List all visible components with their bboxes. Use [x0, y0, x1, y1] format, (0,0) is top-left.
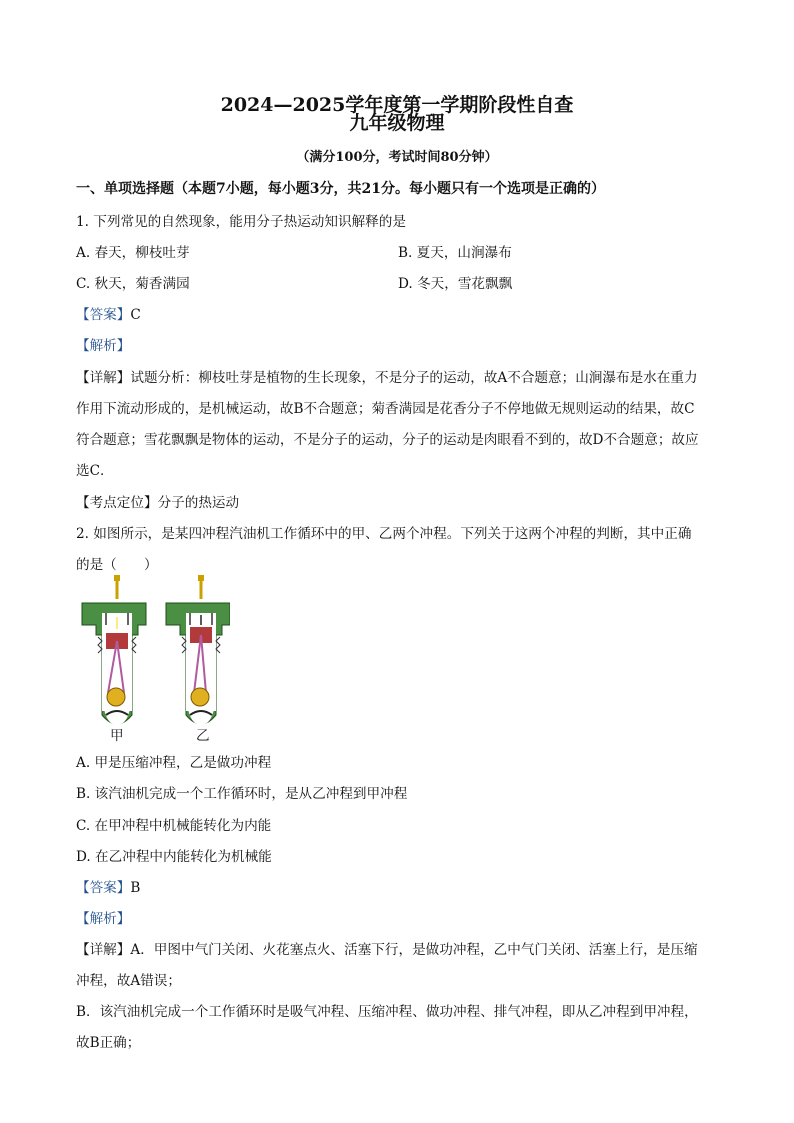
crank — [191, 688, 209, 706]
valve-spring-left — [98, 637, 102, 653]
q1-detail-text-1: 试题分析：柳枝吐芽是植物的生长现象，不是分子的运动，故A不合题意；山涧瀑布是水在重力 — [130, 370, 698, 386]
q2-option-d: D. 在乙冲程中内能转化为机械能 — [76, 849, 272, 865]
q1-kaodian-row — [76, 491, 239, 511]
q1-detail-tag: 【详解】 — [76, 370, 131, 386]
q2-option-b: B. 该汽油机完成一个工作循环时，是从乙冲程到甲冲程 — [76, 786, 408, 802]
q1-option-a: A. 春天，柳枝吐芽 — [76, 245, 190, 261]
q1-answer-tag: 【答案】 — [76, 307, 131, 323]
engine-strokes-figure — [70, 575, 230, 740]
q2-detail-line-2: 冲程，故A错误； — [76, 973, 181, 989]
spark-plug-top — [114, 575, 120, 581]
q2-option-c: C. 在甲冲程中机械能转化为内能 — [76, 818, 272, 834]
q1-detail-line-2: 作用下流动形成的，是机械运动，故B不合题意；菊香满园是花香分子不停地做无规则运动的结果，故C — [76, 401, 695, 417]
q2-detail-text-1: A．甲图中气门关闭、火花塞点火、活塞下行，是做功冲程，乙中气门关闭、活塞上行，是压缩 — [130, 942, 698, 958]
spark-plug — [116, 581, 119, 599]
valve-spring-right — [216, 637, 220, 653]
exam-title: 2024—2025学年度第一学期阶段性自查 — [220, 94, 574, 116]
crank — [107, 688, 125, 706]
q2-detail-line-4: 故B正确； — [76, 1035, 141, 1051]
q2-stem-line-1: 2. 如图所示，是某四冲程汽油机工作循环中的甲、乙两个冲程。下列关于这两个冲程的判断，其中正确 — [76, 526, 692, 542]
q1-option-c: C. 秋天，菊香满园 — [76, 276, 190, 292]
exam-note: （满分100分，考试时间80分钟） — [296, 150, 498, 165]
q2-answer: B — [130, 880, 141, 896]
spark-plug-top — [198, 575, 204, 581]
q2-detail-line-1 — [76, 938, 698, 958]
valve-spring-right — [132, 637, 136, 653]
figure-label-jia: 甲 — [110, 728, 124, 744]
q1-detail-line-4: 选C． — [76, 463, 114, 479]
q1-answer: C — [130, 307, 141, 323]
q1-answer-row — [76, 303, 141, 323]
engine-jia — [82, 575, 146, 725]
q1-stem: 1. 下列常见的自然现象，能用分子热运动知识解释的是 — [76, 214, 406, 230]
q1-detail-line-3: 符合题意；雪花飘飘是物体的运动，不是分子的运动，分子的运动是肉眼看不到的，故D不合题意；故应 — [76, 432, 699, 448]
q2-analysis-tag: 【解析】 — [76, 911, 131, 927]
q1-kaodian-tag: 【考点定位】 — [76, 495, 158, 511]
q1-detail-line-1 — [76, 366, 698, 386]
q2-answer-tag: 【答案】 — [76, 880, 131, 896]
q2-detail-tag: 【详解】 — [76, 942, 131, 958]
figure-label-yi: 乙 — [196, 728, 210, 744]
valve-spring-left — [182, 637, 186, 653]
q2-stem-line-2: 的是（ ） — [76, 557, 158, 573]
q2-detail-line-3: B．该汽油机完成一个工作循环时是吸气冲程、压缩冲程、做功冲程、排气冲程，即从乙冲程到甲冲程， — [76, 1004, 698, 1020]
engine-yi — [166, 575, 230, 725]
q1-option-d: D. 冬天，雪花飘飘 — [398, 276, 513, 292]
q2-option-a: A. 甲是压缩冲程，乙是做功冲程 — [76, 755, 272, 771]
section-heading: 一、单项选择题（本题7小题，每小题3分，共21分。每小题只有一个选项是正确的） — [76, 181, 605, 197]
q1-analysis-tag: 【解析】 — [76, 338, 131, 354]
q1-option-b: B. 夏天，山涧瀑布 — [398, 245, 512, 261]
q1-kaodian: 分子的热运动 — [157, 495, 240, 511]
exam-subtitle: 九年级物理 — [349, 112, 445, 134]
q2-answer-row — [76, 876, 140, 896]
spark-plug — [200, 581, 203, 599]
